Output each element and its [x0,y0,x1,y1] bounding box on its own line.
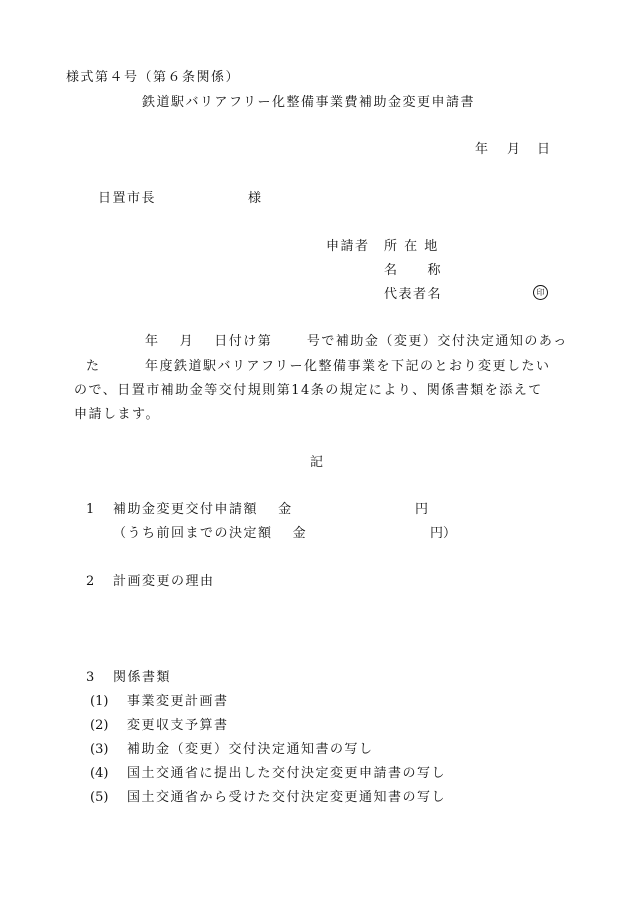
section-3-label: 関係書類 [113,670,172,685]
doc-item-2-text: 変更収支予算書 [127,718,229,733]
doc-item-1-num: (1) [90,694,109,709]
body-line-1: 年 月 日付け第 号で補助金（変更）交付決定通知のあっ [145,334,568,349]
body-line-2: 年度鉄道駅バリアフリー化整備事業を下記のとおり変更したい [145,359,551,374]
date-year: 年 [475,142,489,157]
section-1-sub-label: （うち前回までの決定額 金 [113,526,308,541]
section-1-sub-yen: 円） [430,526,457,541]
body-line-3: ので、日置市補助金等交付規則第14条の規定により、関係書類を添えて [74,383,543,398]
seal-mark: 印 [533,285,548,300]
doc-item-3-text: 補助金（変更）交付決定通知書の写し [127,742,374,757]
doc-item-5-num: (5) [90,790,109,805]
addressee-honorific: 様 [248,191,262,206]
ki-heading: 記 [310,455,324,470]
section-3-number: 3 [86,670,95,685]
body-line-4: 申請します。 [74,407,160,422]
section-2-label: 計画変更の理由 [113,574,215,589]
applicant-rep-label: 代表者名 [384,287,443,302]
applicant-name-label: 名 称 [384,263,443,278]
doc-item-3-num: (3) [90,742,109,757]
addressee-name: 日置市長 [98,191,157,206]
applicant-address-label: 所 在 地 [384,239,439,254]
doc-item-4-num: (4) [90,766,109,781]
date-day: 日 [537,142,551,157]
date-month: 月 [507,142,521,157]
body-line-2-start: た [86,359,100,374]
applicant-label: 申請者 [326,239,370,254]
doc-item-1-text: 事業変更計画書 [127,694,229,709]
section-2-number: 2 [86,574,95,589]
section-1-number: 1 [86,502,95,517]
section-1-label: 補助金変更交付申請額 金 [113,502,293,517]
document-title: 鉄道駅バリアフリー化整備事業費補助金変更申請書 [142,95,475,110]
section-1-yen: 円 [415,502,429,517]
form-number: 様式第４号（第６条関係） [66,70,241,85]
doc-item-4-text: 国土交通省に提出した交付決定変更申請書の写し [127,766,447,781]
doc-item-5-text: 国土交通省から受けた交付決定変更通知書の写し [127,790,447,805]
doc-item-2-num: (2) [90,718,109,733]
